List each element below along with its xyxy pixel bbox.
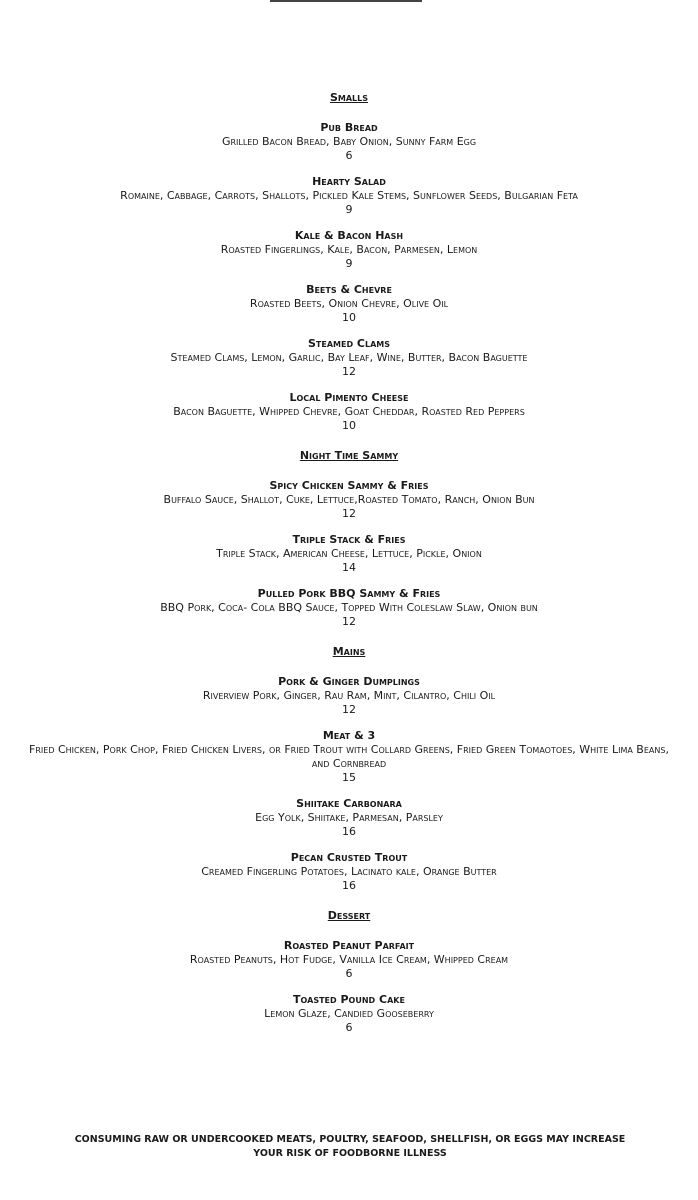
section-title: Smalls — [329, 91, 369, 104]
item-name: Pulled Pork BBQ Sammy & Fries — [257, 587, 441, 600]
item-name: Pork & Ginger Dumplings — [278, 675, 420, 688]
section-dessert — [0, 909, 698, 1035]
menu-item — [0, 675, 698, 717]
section-smalls — [0, 91, 698, 433]
menu-item — [0, 587, 698, 629]
food-safety-disclaimer: CONSUMING RAW OR UNDERCOOKED MEATS, POULTRY, SEAFOOD, SHELLFISH, OR EGGS MAY INCREASE YOUR RISK OF FOODBORNE ILLNESS — [74, 1134, 626, 1159]
section-night-time-sammy — [0, 449, 698, 629]
item-description: Bacon Baguette, Whipped Chevre, Goat Cheddar, Roasted Red Peppers — [173, 405, 525, 418]
menu-item — [0, 391, 698, 433]
menu — [0, 91, 698, 1035]
menu-item — [0, 939, 698, 981]
item-price: 16 — [342, 825, 356, 838]
item-description: Egg Yolk, Shiitake, Parmesan, Parsley — [255, 811, 443, 824]
item-description: Steamed Clams, Lemon, Garlic, Bay Leaf, Wine, Butter, Bacon Baguette — [170, 351, 528, 364]
item-name: Triple Stack & Fries — [292, 533, 406, 546]
menu-item — [0, 797, 698, 839]
item-description: Triple Stack, American Cheese, Lettuce, Pickle, Onion — [216, 547, 482, 560]
menu-item — [0, 337, 698, 379]
item-price: 6 — [345, 149, 353, 162]
item-price: 10 — [342, 311, 356, 324]
item-price: 12 — [342, 365, 356, 378]
item-price: 12 — [342, 615, 356, 628]
item-price: 14 — [342, 561, 356, 574]
item-price: 9 — [345, 203, 353, 216]
section-mains — [0, 645, 698, 893]
item-description: Lemon Glaze, Candied Gooseberry — [264, 1007, 434, 1020]
item-name: Pecan Crusted Trout — [290, 851, 408, 864]
item-description: Creamed Fingerling Potatoes, Lacinato kale, Orange Butter — [201, 865, 497, 878]
item-name: Local Pimento Cheese — [289, 391, 409, 404]
item-name: Spicy Chicken Sammy & Fries — [269, 479, 429, 492]
menu-item — [0, 283, 698, 325]
item-name: Roasted Peanut Parfait — [283, 939, 415, 952]
item-name: Beets & Chevre — [306, 283, 392, 296]
menu-item — [0, 851, 698, 893]
item-price: 10 — [342, 419, 356, 432]
section-title: Mains — [332, 645, 366, 658]
item-price: 12 — [342, 703, 356, 716]
item-price: 6 — [345, 1021, 353, 1034]
menu-item — [0, 729, 698, 785]
menu-item — [0, 175, 698, 217]
menu-item — [0, 533, 698, 575]
item-description: Roasted Peanuts, Hot Fudge, Vanilla Ice Cream, Whipped Cream — [189, 953, 509, 966]
item-name: Toasted Pound Cake — [293, 993, 405, 1006]
menu-item — [0, 993, 698, 1035]
item-description: Riverview Pork, Ginger, Rau Ram, Mint, Cilantro, Chili Oil — [202, 689, 496, 702]
item-description: Roasted Fingerlings, Kale, Bacon, Parmesen, Lemon — [220, 243, 478, 256]
item-name: Hearty Salad — [312, 175, 386, 188]
menu-item — [0, 479, 698, 521]
item-price: 6 — [345, 967, 353, 980]
item-price: 15 — [342, 771, 356, 784]
item-name: Meat & 3 — [322, 729, 376, 742]
item-price: 12 — [342, 507, 356, 520]
top-rule — [270, 0, 422, 2]
item-description: Roasted Beets, Onion Chevre, Olive Oil — [249, 297, 449, 310]
item-price: 9 — [345, 257, 353, 270]
item-description: Romaine, Cabbage, Carrots, Shallots, Pickled Kale Stems, Sunflower Seeds, Bulgarian Feta — [120, 189, 578, 202]
section-title: Night Time Sammy — [299, 449, 399, 462]
item-description: Fried Chicken, Pork Chop, Fried Chicken Livers, or Fried Trout with Collard Greens, Fried Green Tomaotoes, White Lima Beans, and Cornbread — [29, 743, 669, 770]
item-name: Steamed Clams — [307, 337, 391, 350]
item-description: Buffalo Sauce, Shallot, Cuke, Lettuce,Roasted Tomato, Ranch, Onion Bun — [163, 493, 535, 506]
item-description: BBQ Pork, Coca- Cola BBQ Sauce, Topped With Coleslaw Slaw, Onion bun — [160, 601, 538, 614]
item-price: 16 — [342, 879, 356, 892]
item-description: Grilled Bacon Bread, Baby Onion, Sunny Farm Egg — [221, 135, 477, 148]
item-name: Pub Bread — [320, 121, 378, 134]
menu-item — [0, 121, 698, 163]
item-name: Shiitake Carbonara — [296, 797, 402, 810]
item-name: Kale & Bacon Hash — [294, 229, 404, 242]
menu-item — [0, 229, 698, 271]
section-title: Dessert — [327, 909, 371, 922]
